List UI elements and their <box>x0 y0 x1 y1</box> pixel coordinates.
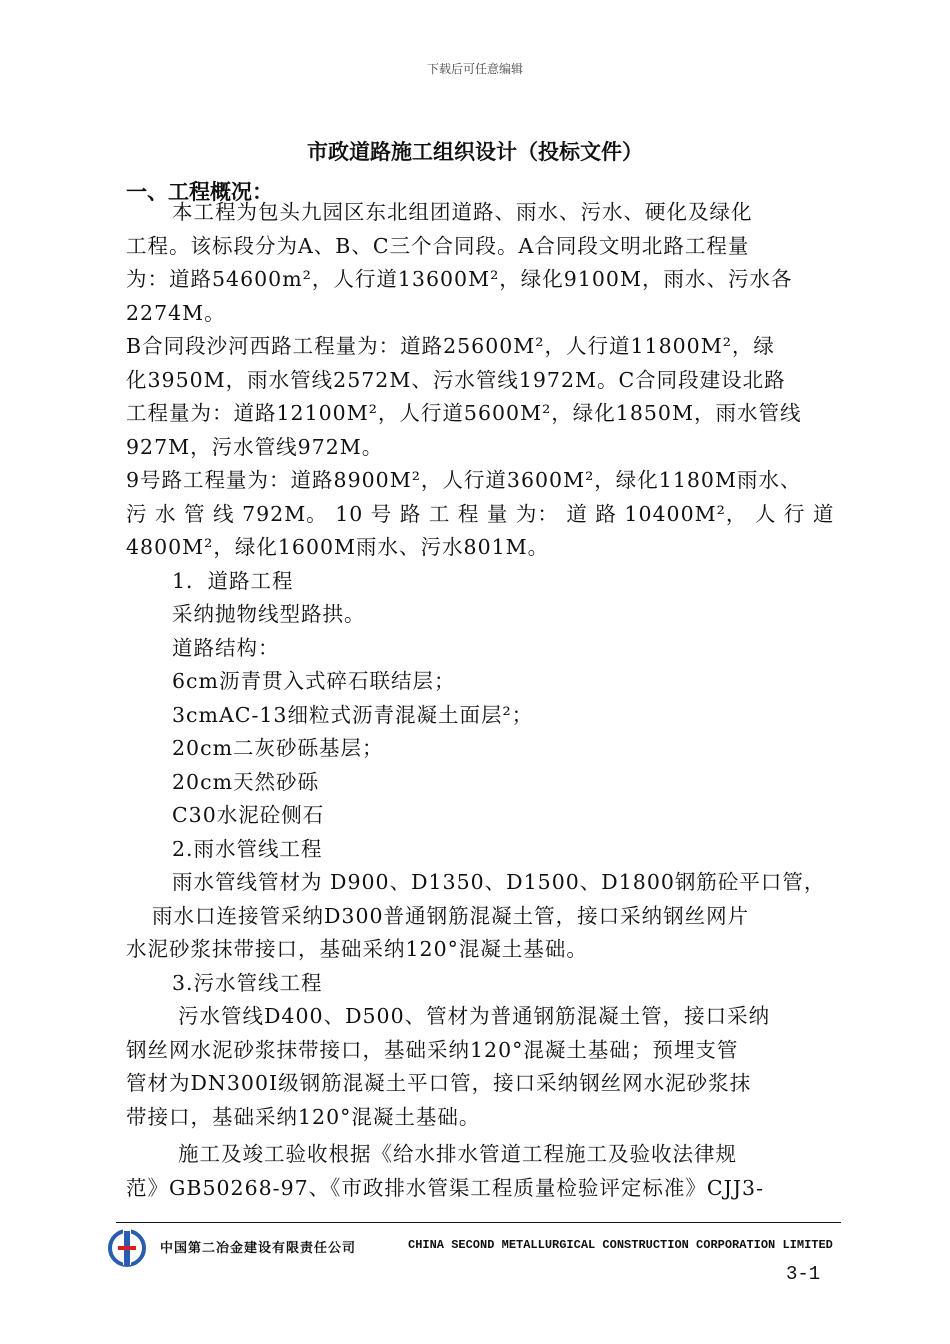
subheading-road: 1．道路工程 <box>172 568 294 593</box>
paragraph-line: 工程。该标段分为A、B、C三个合同段。A合同段文明北路工程量 <box>126 233 750 258</box>
paragraph-line: 污水管线D400、D500、管材为普通钢筋混凝土管，接口采纳 <box>178 1004 771 1028</box>
paragraph-line: 9号路工程量为：道路8900M²，人行道3600M²，绿化1180M雨水、 <box>126 468 802 492</box>
subheading-stormwater: 2.雨水管线工程 <box>172 836 323 861</box>
company-logo-icon <box>108 1227 146 1267</box>
paragraph-line: 2274M。 <box>126 300 226 325</box>
header-note: 下载后可任意编辑 <box>426 62 523 76</box>
list-item: 20cm二灰砂砾基层； <box>172 736 384 760</box>
paragraph-line: 为：道路54600m²，人行道13600M²，绿化9100M，雨水、污水各 <box>126 267 793 291</box>
list-item: 6cm沥青贯入式碎石联结层； <box>172 669 456 693</box>
footer-divider <box>116 1222 841 1223</box>
list-item: 3cmAC-13细粒式沥青混凝土面层²； <box>172 702 534 727</box>
paragraph-line: 水泥砂浆抹带接口，基础采纳120°混凝土基础。 <box>126 937 588 961</box>
section-heading: 一、工程概况： <box>126 180 273 204</box>
company-name-cn: 中国第二冶金建设有限责任公司 <box>160 1241 357 1256</box>
document-title: 市政道路施工组织设计（投标文件） <box>307 140 643 164</box>
paragraph-line: 本工程为包头九园区东北组团道路、雨水、污水、硬化及绿化 <box>172 200 753 224</box>
paragraph-line: 带接口，基础采纳120°混凝土基础。 <box>126 1104 481 1129</box>
paragraph-line: 范》GB50268-97、《市政排水管渠工程质量检验评定标准》CJJ3- <box>126 1175 765 1200</box>
document-body <box>126 196 835 1205</box>
company-name-en: CHINA SECOND METALLURGICAL CONSTRUCTION CORPORATION LIMITED <box>408 1238 833 1252</box>
paragraph-line: 4800M²，绿化1600M雨水、污水801M。 <box>126 535 550 559</box>
paragraph-line: B合同段沙河西路工程量为：道路25600M²，人行道11800M²，绿 <box>126 334 775 358</box>
paragraph-line: 雨水管线管材为 D900、D1350、D1500、D1800钢筋砼平口管， <box>172 870 826 894</box>
paragraph-line: 工程量为：道路12100M²，人行道5600M²，绿化1850M，雨水管线 <box>126 401 802 425</box>
paragraph-line: 化3950M，雨水管线2572M、污水管线1972M。C合同段建设北路 <box>126 367 786 392</box>
paragraph-line: 雨水口连接管采纳D300普通钢筋混凝土管，接口采纳钢丝网片 <box>152 903 750 928</box>
paragraph-line: 钢丝网水泥砂浆抹带接口，基础采纳120°混凝土基础；预埋支管 <box>126 1037 739 1062</box>
paragraph-line: 927M，污水管线972M。 <box>126 434 384 459</box>
paragraph-line: 管材为DN300Ⅰ级钢筋混凝土平口管，接口采纳钢丝网水泥砂浆抹 <box>126 1071 752 1095</box>
list-item: C30水泥砼侧石 <box>172 803 325 827</box>
list-item: 20cm天然砂砾 <box>172 769 320 794</box>
subheading-sewage: 3.污水管线工程 <box>172 970 323 995</box>
paragraph-line: 施工及竣工验收根据《给水排水管道工程施工及验收法律规 <box>178 1142 737 1166</box>
paragraph-line: 采纳抛物线型路拱。 <box>172 602 366 626</box>
page-number: 3-1 <box>786 1263 821 1285</box>
paragraph-line: 污 水 管 线 792M。 10 号 路 工 程 量 为： 道 路 10400M²， 人 行 道 <box>126 501 835 526</box>
paragraph-line: 道路结构： <box>172 635 280 660</box>
